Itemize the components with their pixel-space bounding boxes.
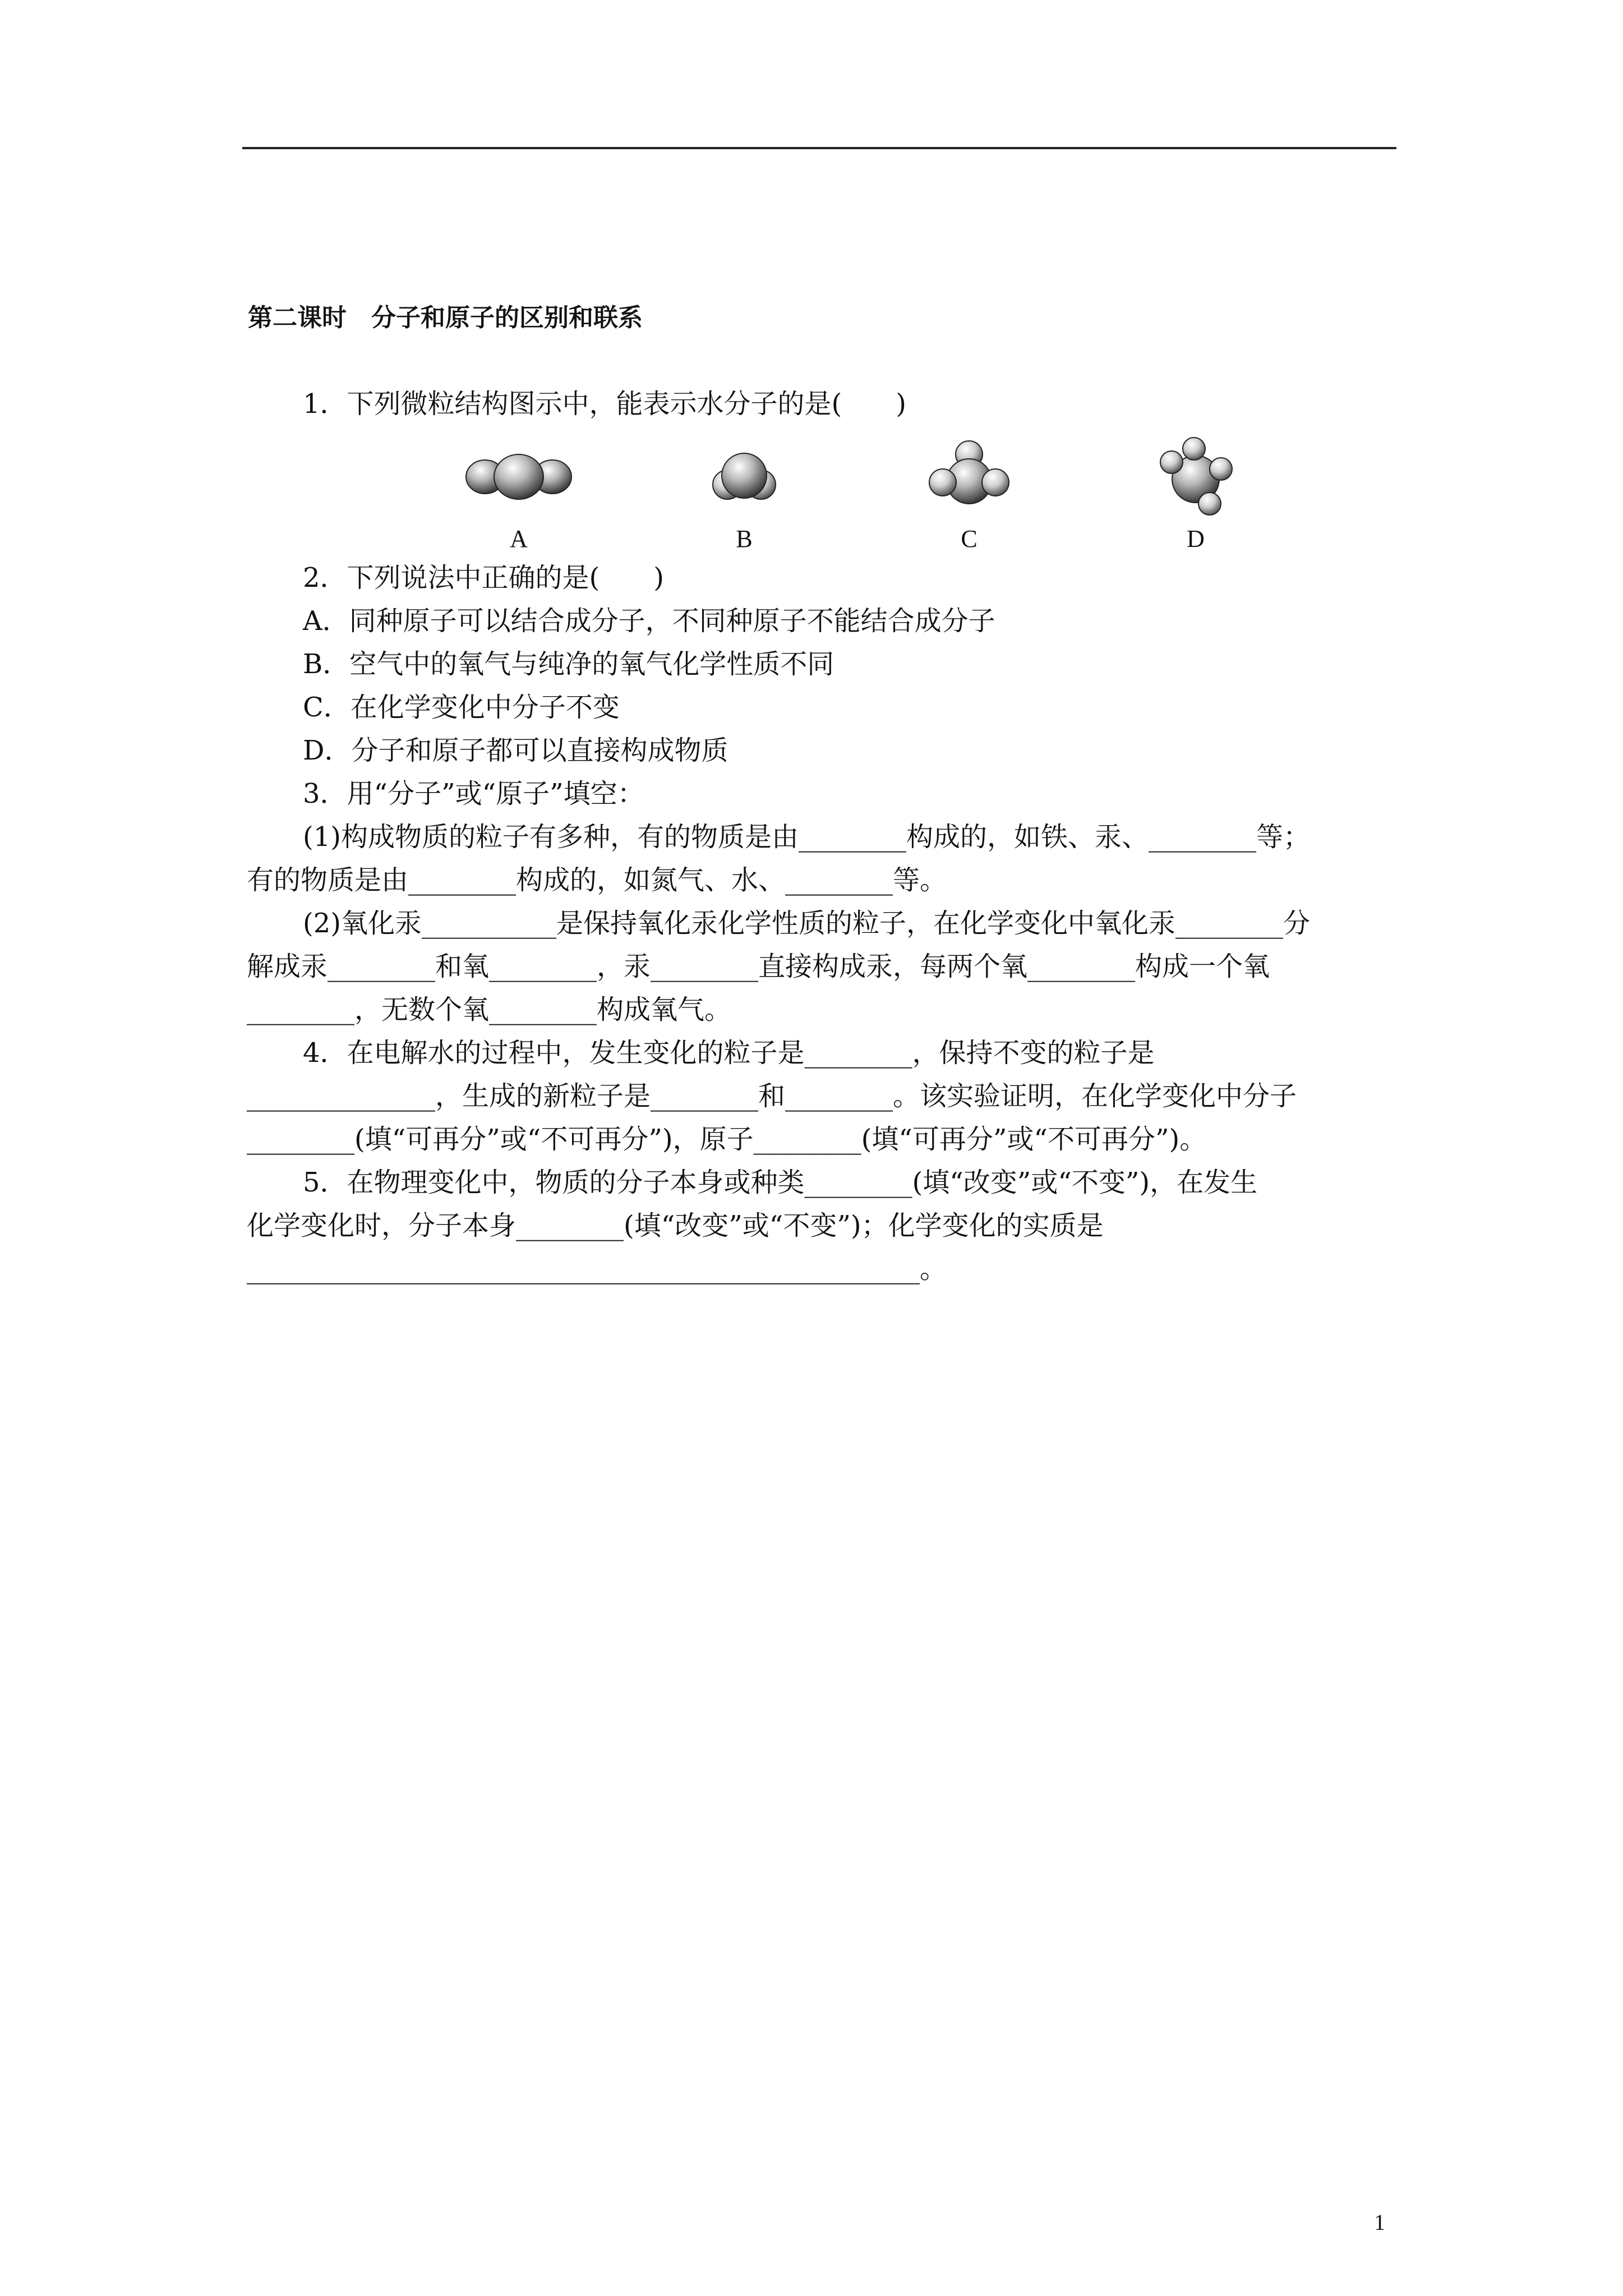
- molecule-b-icon: [680, 432, 809, 522]
- figure-a-label: A: [510, 525, 528, 553]
- page-number: 1: [1374, 2210, 1385, 2235]
- q2-option-c: C．在化学变化中分子不变: [303, 692, 620, 723]
- figure-c: [905, 432, 1034, 561]
- figure-d-label: D: [1187, 525, 1205, 553]
- lesson-title: 第二课时 分子和原子的区别和联系: [248, 303, 643, 332]
- molecule-c-icon: [905, 432, 1034, 522]
- figure-b-label: B: [736, 525, 753, 553]
- q5-line3: __________________________________________________。: [247, 1253, 947, 1285]
- figure-c-label: C: [961, 525, 978, 553]
- q5-line2: 化学变化时，分子本身________(填“改变”或“不变”)；化学变化的实质是: [247, 1210, 1104, 1241]
- q2-stem: 2．下列说法中正确的是( ): [303, 562, 664, 593]
- figure-d: [1131, 432, 1260, 561]
- q3-part1-line1: (1)构成物质的粒子有多种，有的物质是由________构成的，如铁、汞、________等；: [303, 821, 1310, 853]
- q2-option-d: D．分子和原子都可以直接构成物质: [303, 735, 728, 766]
- q4-line3: ________(填“可再分”或“不可再分”)，原子________(填“可再分”或“不可再分”)。: [247, 1124, 1207, 1155]
- q3-part2-line1: (2)氧化汞__________是保持氧化汞化学性质的粒子，在化学变化中氧化汞________分: [303, 908, 1310, 939]
- q2-option-a: A．同种原子可以结合成分子，不同种原子不能结合成分子: [303, 605, 995, 637]
- q3-part2-line2: 解成汞________和氧________，汞________直接构成汞，每两个氧________构成一个氧: [247, 951, 1270, 982]
- molecule-a-icon: [454, 432, 583, 522]
- q1-figures: [0, 432, 1623, 561]
- q4-line2: ______________，生成的新粒子是________和________。该实验证明，在化学变化中分子: [247, 1080, 1297, 1112]
- q2-option-b: B．空气中的氧气与纯净的氧气化学性质不同: [303, 648, 834, 680]
- header-rule: [242, 147, 1396, 149]
- q5-line1: 5．在物理变化中，物质的分子本身或种类________(填“改变”或“不变”)，在发生: [303, 1167, 1258, 1198]
- q3-stem: 3．用“分子”或“原子”填空：: [303, 778, 644, 809]
- molecule-d-icon: [1131, 432, 1260, 522]
- figure-b: [680, 432, 809, 561]
- q1-stem: 1．下列微粒结构图示中，能表示水分子的是( ): [303, 388, 906, 420]
- q3-part1-line2: 有的物质是由________构成的，如氮气、水、________等。: [247, 864, 947, 896]
- figure-a: [454, 432, 583, 561]
- q4-line1: 4．在电解水的过程中，发生变化的粒子是________，保持不变的粒子是: [303, 1037, 1155, 1069]
- q3-part2-line3: ________，无数个氧________构成氧气。: [247, 994, 732, 1025]
